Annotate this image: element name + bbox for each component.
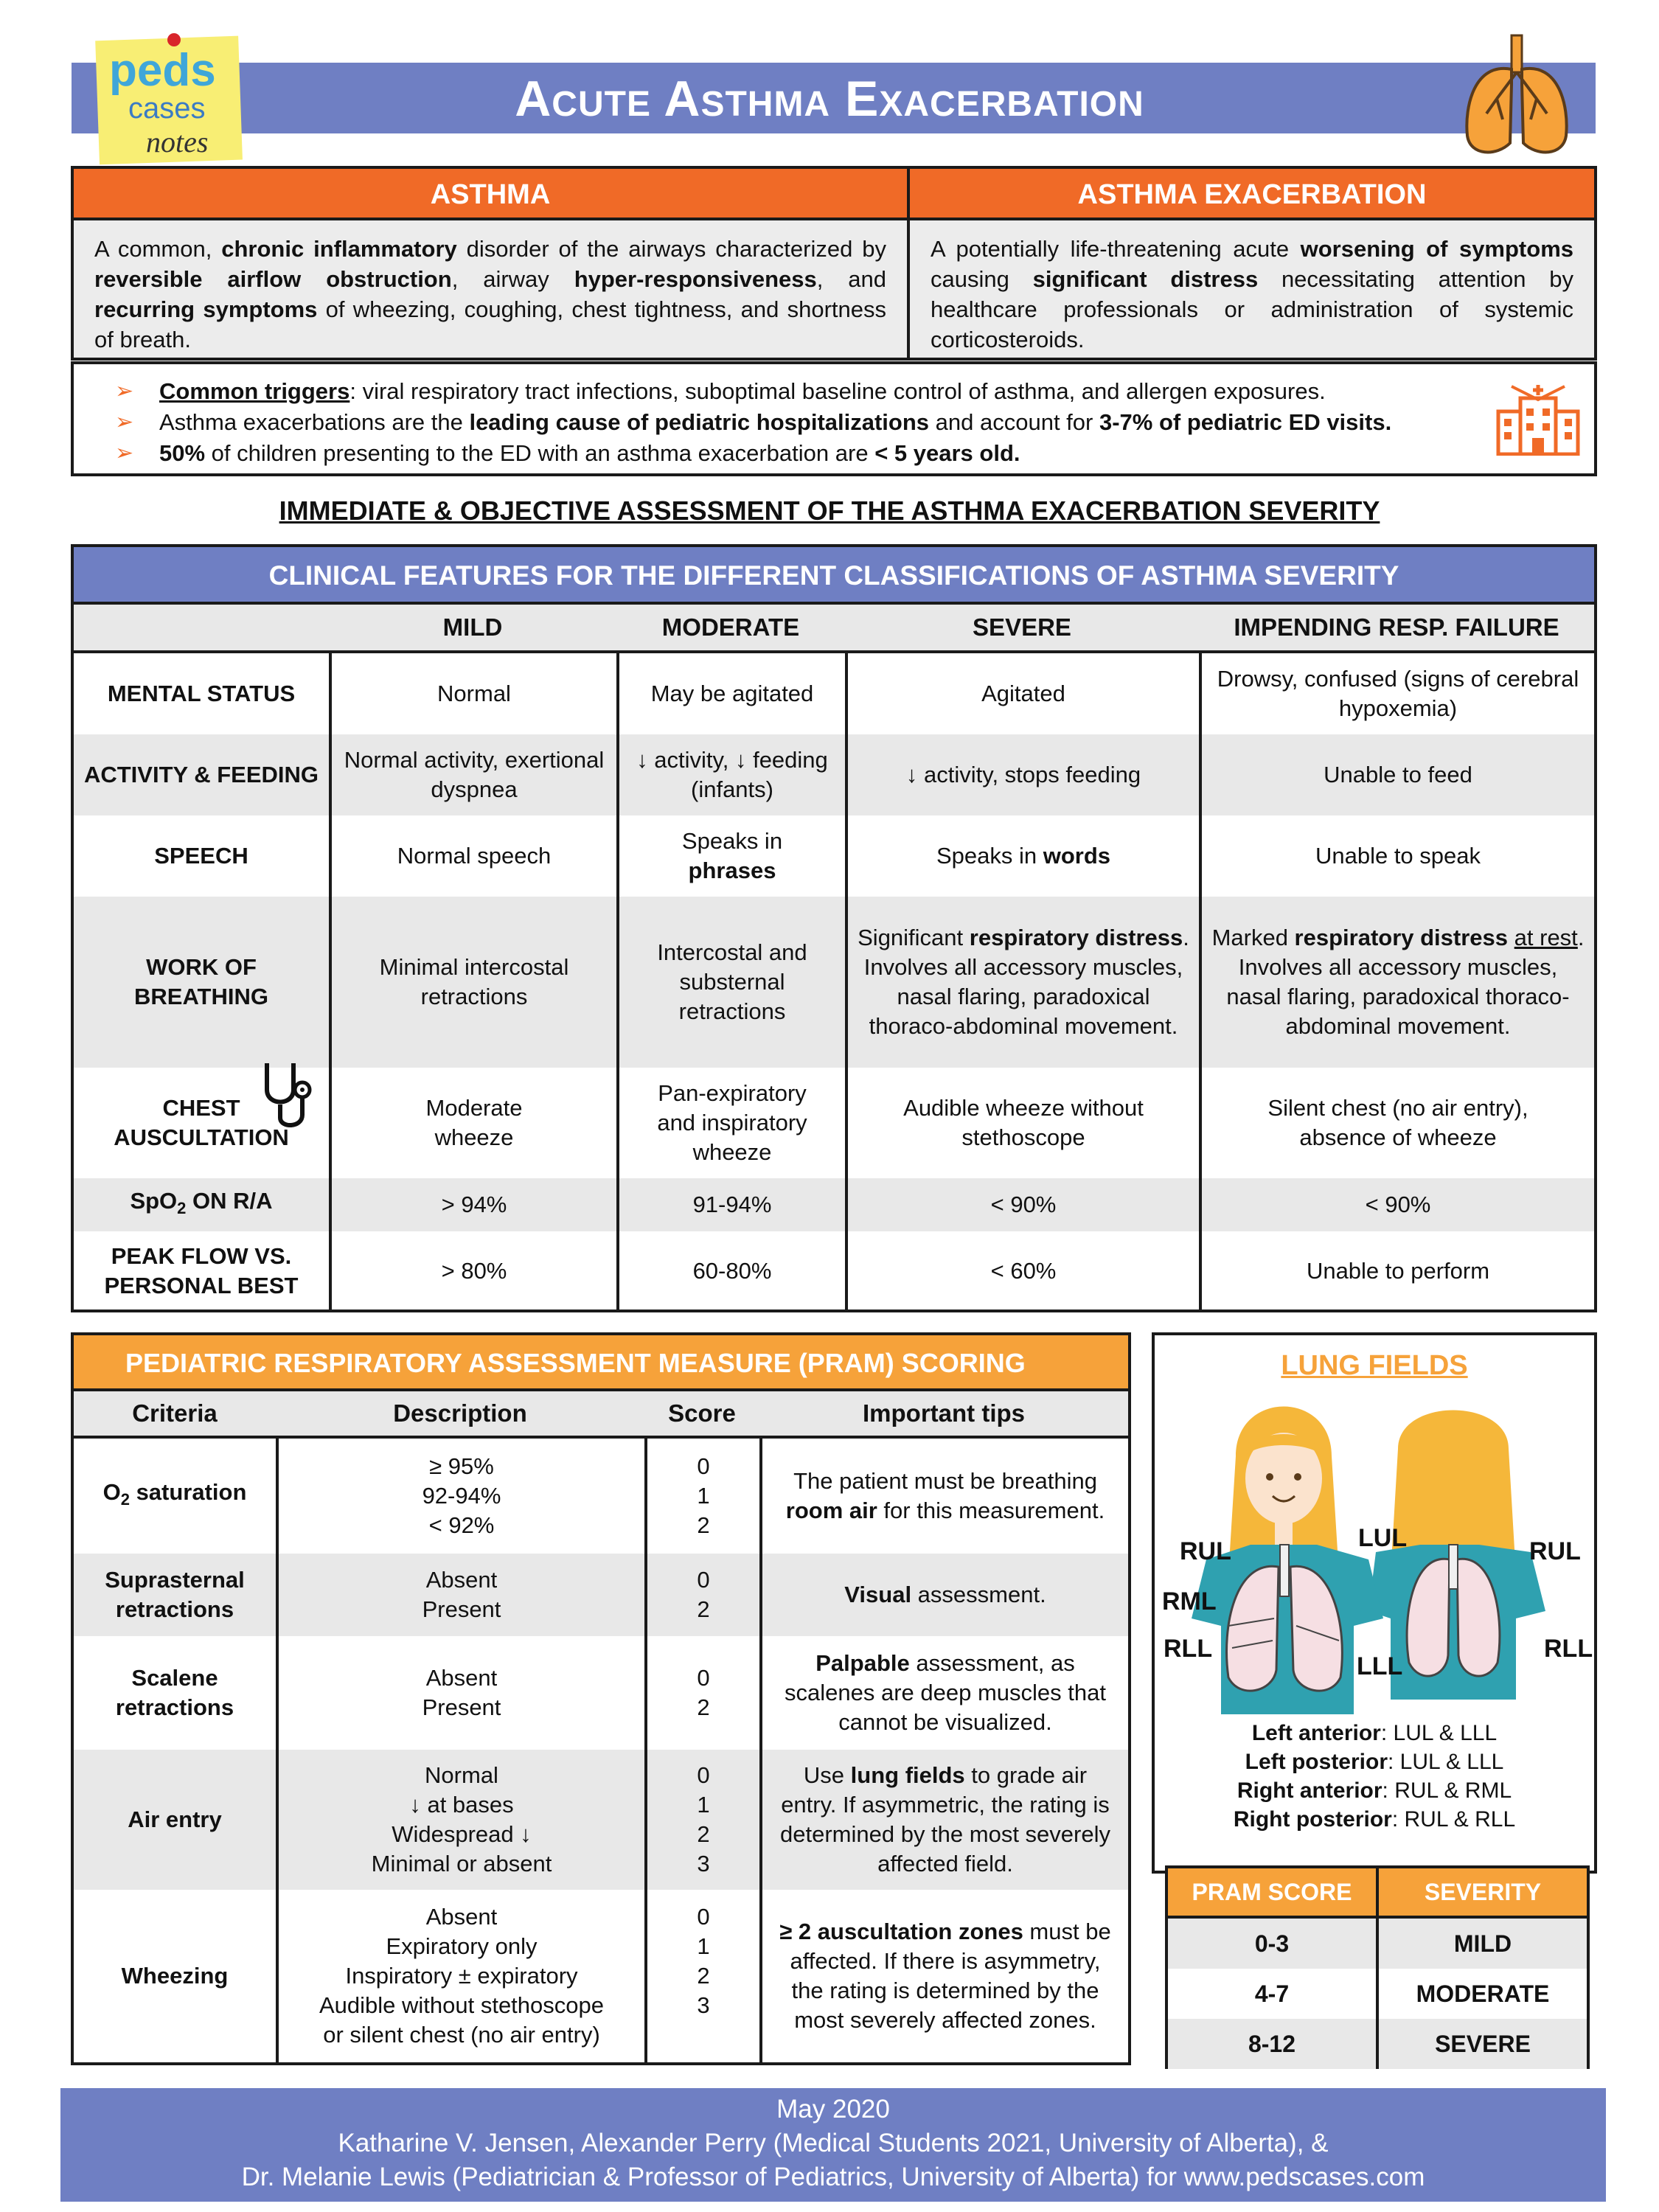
table-row <box>74 653 1594 734</box>
severity-table-heading: CLINICAL FEATURES FOR THE DIFFERENT CLASSIFICATIONS OF ASTHMA SEVERITY <box>74 547 1594 605</box>
cell: Normal <box>329 653 616 734</box>
cell: MILD <box>1376 1919 1587 1969</box>
cell: 0 1 2 3 <box>644 1750 759 1890</box>
label-rll-right: RLL <box>1544 1635 1593 1663</box>
table-row <box>74 1750 1128 1890</box>
fact-age: ➢ 50% of children presenting to the ED with an asthma exacerbation are < 5 years old. <box>96 438 1572 469</box>
table-row <box>74 815 1594 897</box>
label-lul: LUL <box>1358 1524 1408 1552</box>
pram-header-row <box>74 1391 1128 1439</box>
severity-table <box>71 544 1597 1312</box>
table-row <box>74 1636 1128 1750</box>
header-score: Score <box>668 1399 736 1427</box>
cell: Unable to feed <box>1199 734 1594 815</box>
row-label: SPEECH <box>154 843 248 869</box>
label-rul-right: RUL <box>1529 1537 1581 1565</box>
lung-fields-title: LUNG FIELDS <box>1281 1350 1468 1381</box>
assessment-section-title: IMMEDIATE & OBJECTIVE ASSESSMENT OF THE ASTHMA EXACERBATION SEVERITY <box>279 495 1380 526</box>
score-header-row <box>1168 1868 1587 1919</box>
cell: Moderate wheeze <box>329 1068 616 1178</box>
hospital-icon <box>1494 382 1582 456</box>
stethoscope-icon <box>260 1060 313 1130</box>
note-left-posterior: Left posterior: LUL & LLL <box>1245 1750 1504 1774</box>
footer-authors: Katharine V. Jensen, Alexander Perry (Medical Students 2021, University of Alberta), & <box>338 2129 1329 2157</box>
row-label: SpO$_2$ ON R/A <box>130 1187 273 1218</box>
cell: Unable to perform <box>1199 1231 1594 1311</box>
cell: Visual assessment. <box>759 1554 1128 1636</box>
cell: Absent Expiratory only Inspiratory ± expiratory Audible without stethoscope or silent chest (no air entry) <box>276 1890 644 2062</box>
cell: Normal activity, exertional dyspnea <box>329 734 616 815</box>
note-right-posterior: Right posterior: RUL & RLL <box>1233 1807 1516 1832</box>
fact-triggers: ➢ Common triggers: viral respiratory tract infections, suboptimal baseline control of asthma, and allergen exposures. <box>96 376 1572 407</box>
label-rul-left: RUL <box>1180 1537 1231 1565</box>
table-row <box>74 1439 1128 1554</box>
label-rll-left: RLL <box>1164 1635 1213 1663</box>
cell: > 80% <box>329 1231 616 1311</box>
row-label: Wheezing <box>121 1963 229 1989</box>
exacerbation-definition-box <box>907 166 1597 361</box>
header-description: Description <box>393 1399 527 1427</box>
row-label: PEAK FLOW VS. PERSONAL BEST <box>104 1243 299 1298</box>
lungs-icon <box>1460 32 1573 161</box>
asthma-definition-text: A common, chronic inflammatory disorder of the airways characterized by reversible airflow obstruction, airway hyper-responsiveness, and recurring symptoms of wheezing, coughing, chest tightness, and shortness of breath. <box>74 220 907 358</box>
cell: Absent Present <box>276 1636 644 1750</box>
cell: 8-12 <box>1248 2030 1296 2057</box>
cell: 0-3 <box>1254 1930 1290 1957</box>
cell: Palpable assessment, as scalenes are deep muscles that cannot be visualized. <box>759 1636 1128 1750</box>
cell: Drowsy, confused (signs of cerebral hypoxemia) <box>1199 653 1594 734</box>
cell: 91-94% <box>616 1178 845 1231</box>
pram-heading: PEDIATRIC RESPIRATORY ASSESSMENT MEASURE (PRAM) SCORING <box>74 1335 1128 1391</box>
footer <box>60 2088 1606 2202</box>
cell: 0 2 <box>644 1554 759 1636</box>
cell: 0 1 2 <box>644 1439 759 1554</box>
cell: ↓ activity, stops feeding <box>845 734 1199 815</box>
arrow-icon: ➢ <box>115 410 134 434</box>
exacerbation-definition-text: A potentially life-threatening acute worsening of symptoms causing significant distress necessitating attention by healthcare professionals or administration of systemic corticosteroids. <box>910 220 1594 358</box>
cell: SEVERE <box>1376 2019 1587 2069</box>
cell: ≥ 2 auscultation zones must be affected. If there is asymmetry, the rating is determined by the most severely affected zones. <box>759 1890 1128 2062</box>
row-label: Scalene retractions <box>115 1665 234 1720</box>
cell: MODERATE <box>1376 1969 1587 2019</box>
pedscases-logo <box>94 32 245 165</box>
footer-date: May 2020 <box>776 2095 890 2124</box>
header-moderate: MODERATE <box>661 613 800 641</box>
label-lll: LLL <box>1357 1652 1403 1680</box>
header-blank <box>74 605 329 650</box>
logo-text-cases: cases <box>128 92 206 125</box>
cell: May be agitated <box>616 653 845 734</box>
asthma-definition-box <box>71 166 910 361</box>
cell: Marked respiratory distress at rest. Involves all accessory muscles, nasal flaring, paradoxical thoraco-abdominal movement. <box>1199 897 1594 1068</box>
page-title: Acute Asthma Exacerbation <box>515 71 1144 127</box>
cell: > 94% <box>329 1178 616 1231</box>
cell: Silent chest (no air entry), absence of wheeze <box>1199 1068 1594 1178</box>
fact-hospitalizations: ➢ Asthma exacerbations are the leading cause of pediatric hospitalizations and account for 3-7% of pediatric ED visits. <box>96 407 1572 438</box>
header-criteria: Criteria <box>132 1399 218 1427</box>
cell: Significant respiratory distress. Involves all accessory muscles, nasal flaring, paradoxical thoraco-abdominal movement. <box>845 897 1199 1068</box>
header-pram-score: PRAM SCORE <box>1192 1878 1352 1905</box>
cell: Unable to speak <box>1199 815 1594 897</box>
header-mild: MILD <box>442 613 503 641</box>
table-row <box>74 1178 1594 1231</box>
header-severe: SEVERE <box>973 613 1071 641</box>
table-row <box>74 897 1594 1068</box>
lung-fields-box <box>1152 1332 1597 1874</box>
cell: Intercostal and substernal retractions <box>616 897 845 1068</box>
cell: < 60% <box>845 1231 1199 1311</box>
table-row <box>1168 2019 1587 2069</box>
row-label: Air entry <box>128 1806 222 1832</box>
cell: ↓ activity, ↓ feeding (infants) <box>616 734 845 815</box>
cell: ≥ 95% 92-94% < 92% <box>276 1439 644 1554</box>
cell: Normal speech <box>329 815 616 897</box>
header-severity: SEVERITY <box>1376 1868 1587 1916</box>
table-row <box>1168 1919 1587 1969</box>
cell: Speaks in phrases <box>616 815 845 897</box>
cell: Speaks in words <box>845 815 1199 897</box>
pram-score-severity-table <box>1165 1865 1590 2069</box>
cell: Minimal intercostal retractions <box>329 897 616 1068</box>
cell: Pan-expiratory and inspiratory wheeze <box>616 1068 845 1178</box>
exacerbation-heading: ASTHMA EXACERBATION <box>910 169 1594 220</box>
pram-table <box>71 1332 1131 2065</box>
cell: Normal ↓ at bases Widespread ↓ Minimal or absent <box>276 1750 644 1890</box>
header-failure: IMPENDING RESP. FAILURE <box>1234 613 1559 641</box>
asthma-heading: ASTHMA <box>74 169 907 220</box>
lung-field-notes <box>1155 1719 1594 1834</box>
cell: Agitated <box>845 653 1199 734</box>
logo-text-notes: notes <box>146 125 209 159</box>
table-row <box>74 1554 1128 1636</box>
facts-box <box>71 361 1597 476</box>
children-lung-illustration <box>1155 1382 1594 1766</box>
cell: 0 2 <box>644 1636 759 1750</box>
row-label: CHEST AUSCULTATION <box>114 1095 289 1150</box>
row-label: WORK OF BREATHING <box>134 954 268 1009</box>
cell: < 90% <box>845 1178 1199 1231</box>
logo-text-peds: peds <box>109 45 216 96</box>
table-row <box>1168 1969 1587 2019</box>
cell: Use lung fields to grade air entry. If asymmetric, the rating is determined by the most severely affected field. <box>759 1750 1128 1890</box>
cell: 0 1 2 3 <box>644 1890 759 2062</box>
cell: < 90% <box>1199 1178 1594 1231</box>
note-left-anterior: Left anterior: LUL & LLL <box>1251 1721 1498 1745</box>
table-row <box>74 734 1594 815</box>
footer-credit: Dr. Melanie Lewis (Pediatrician & Professor of Pediatrics, University of Alberta) for www.pedscases.com <box>241 2163 1425 2191</box>
header-tips: Important tips <box>863 1399 1025 1427</box>
cell: The patient must be breathing room air for this measurement. <box>759 1439 1128 1554</box>
cell: 60-80% <box>616 1231 845 1311</box>
arrow-icon: ➢ <box>115 441 134 465</box>
arrow-icon: ➢ <box>115 379 134 403</box>
row-label: ACTIVITY & FEEDING <box>83 762 319 787</box>
note-right-anterior: Right anterior: RUL & RML <box>1237 1778 1512 1803</box>
row-label: MENTAL STATUS <box>107 681 296 706</box>
cell: Audible wheeze without stethoscope <box>845 1068 1199 1178</box>
row-label: Suprasternal retractions <box>105 1567 245 1622</box>
row-label: $O_2$ saturation <box>102 1478 247 1509</box>
table-row <box>74 1231 1594 1311</box>
label-rml: RML <box>1162 1587 1217 1615</box>
severity-header-row <box>74 605 1594 653</box>
cell: 4-7 <box>1254 1980 1290 2007</box>
cell: Absent Present <box>276 1554 644 1636</box>
table-row <box>74 1890 1128 2062</box>
